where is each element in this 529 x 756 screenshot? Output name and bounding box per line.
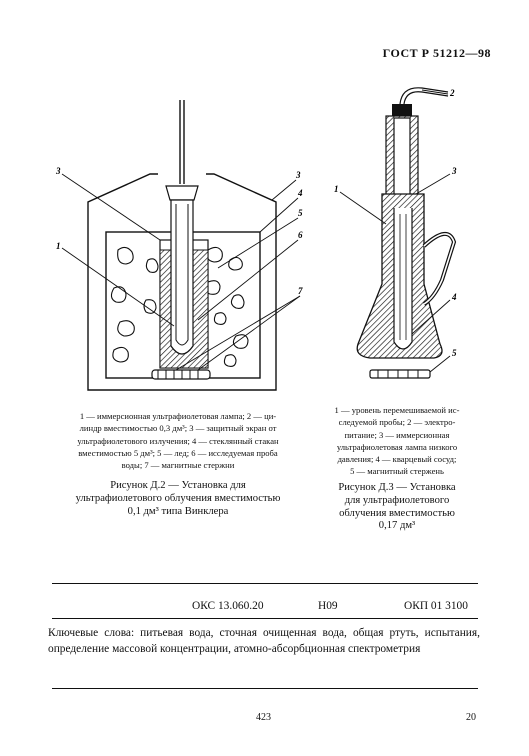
callout-2: 2 bbox=[450, 88, 455, 98]
caption-line: Рисунок Д.2 — Установка для bbox=[110, 480, 246, 491]
callout-1: 1 bbox=[334, 184, 339, 194]
figure-d2-diagram bbox=[48, 100, 318, 392]
callout-3: 3 bbox=[452, 166, 457, 176]
caption-line: облучения вместимостью bbox=[339, 507, 455, 519]
legend-line: воды; 7 — магнитные стержни bbox=[121, 460, 235, 471]
document-header: ГОСТ Р 51212—98 bbox=[382, 46, 491, 60]
divider-bottom bbox=[52, 688, 478, 689]
legend-line: давления; 4 — кварцевый сосуд; bbox=[337, 454, 457, 465]
caption-line: ультрафиолетового облучения вместимостью bbox=[75, 492, 281, 504]
oks-code: ОКС 13.060.20 bbox=[192, 600, 264, 612]
legend-line: ультрафиолетового излучения; 4 — стеклянный стакан bbox=[77, 435, 279, 446]
keywords: Ключевые слова: питьевая вода, сточная очищенная вода, общая ртуть, испытания, определение массовой концентрации, атомно-абсорбционная спектрометрия bbox=[48, 627, 480, 655]
okp-code: ОКП 01 3100 bbox=[404, 600, 468, 612]
callout-5: 5 bbox=[298, 208, 303, 218]
callout-4: 4 bbox=[298, 188, 303, 198]
callout-4: 4 bbox=[452, 292, 457, 302]
legend-line: 5 — магнитный стержень bbox=[350, 466, 444, 477]
callout-3: 3 bbox=[296, 170, 301, 180]
stopper bbox=[166, 186, 198, 200]
legend-line: следуемой пробы; 2 — электро- bbox=[338, 417, 456, 428]
legend-line: вместимостью 5 дм³; 5 — лед; 6 — исследуемая проба bbox=[78, 447, 278, 458]
figure-d2-caption bbox=[60, 480, 296, 518]
caption-line: для ультрафиолетового bbox=[344, 494, 450, 506]
callout-6: 6 bbox=[298, 230, 303, 240]
callout-3-left: 3 bbox=[56, 166, 61, 176]
figure-d3-caption bbox=[320, 482, 474, 533]
caption-line: 0,1 дм³ типа Винклера bbox=[127, 505, 229, 517]
figure-d2-legend bbox=[60, 410, 296, 471]
lamp-cap bbox=[392, 104, 412, 116]
page-number: 20 bbox=[466, 712, 476, 723]
legend-line: питание; 3 — иммерсионная bbox=[344, 429, 450, 440]
callout-7: 7 bbox=[298, 286, 303, 296]
caption-line: Рисунок Д.3 — Установка bbox=[338, 482, 456, 493]
legend-line: ультрафиолетовая лампа низкого bbox=[336, 441, 458, 452]
divider-middle bbox=[52, 618, 478, 619]
legend-line: 1 — иммерсионная ультрафиолетовая лампа; 2 — ци- bbox=[79, 411, 277, 421]
callout-1: 1 bbox=[56, 241, 61, 251]
uv-lamp bbox=[171, 200, 193, 354]
callout-5: 5 bbox=[452, 348, 457, 358]
legend-line: линдр вместимостью 0,3 дм³; 3 — защитный экран от bbox=[79, 423, 277, 434]
magnetic-bars bbox=[152, 370, 210, 379]
caption-line: 0,17 дм³ bbox=[378, 520, 416, 532]
figure-d3-diagram bbox=[330, 84, 470, 394]
figure-d3-legend bbox=[320, 404, 474, 478]
print-number: 423 bbox=[256, 712, 271, 723]
group-code: Н09 bbox=[318, 600, 338, 612]
divider-top bbox=[52, 583, 478, 584]
legend-line: 1 — уровень перемешиваемой ис- bbox=[334, 405, 460, 415]
uv-lamp-inner bbox=[394, 208, 412, 349]
stir-bar bbox=[370, 370, 430, 378]
